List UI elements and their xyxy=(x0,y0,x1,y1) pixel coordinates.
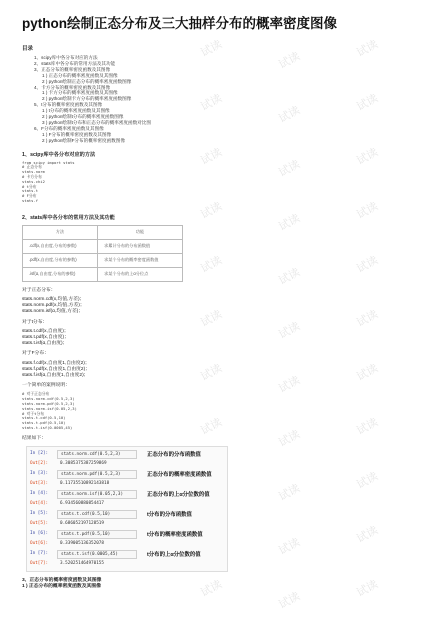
code-box xyxy=(57,530,137,539)
notebook-output-cell xyxy=(27,479,227,489)
output-value: 0.686052197128519 xyxy=(60,520,104,526)
watermark-text: 试读 xyxy=(276,319,302,342)
code-box xyxy=(57,470,137,479)
code-text: stats.t.pdf(0.5,10) xyxy=(61,531,111,537)
output-value: 3.520251464970155 xyxy=(60,560,104,566)
toc-item[interactable]: 5、t分布的概率密度函数及其图像 xyxy=(34,102,103,108)
in-prompt: In [4]: xyxy=(30,490,49,496)
toc-item[interactable]: 6、F分布的概率密度函数及其图像 xyxy=(34,125,104,131)
code-text: stats.norm.pdf(0.5,2,3) xyxy=(61,471,121,477)
toc-item[interactable]: 1 ) F分布的概率密度函数及其图像 xyxy=(42,131,112,137)
watermark-text: 试读 xyxy=(354,415,380,438)
toc-item[interactable]: 3、正态分布的概率密度函数及其图像 xyxy=(34,66,111,72)
notebook-input-cell xyxy=(27,549,227,559)
toc-item[interactable]: 2 ) python绘制正态分布的概率密度函数图像 xyxy=(42,78,132,84)
watermark-text: 试读 xyxy=(354,37,380,60)
table-cell: .pdf(x,自由度,分布的参数) xyxy=(23,253,98,267)
code-box xyxy=(57,490,137,499)
section3-subheading: 1 ) 正态分布的概率密度函数及其图像 xyxy=(22,584,101,590)
toc-item[interactable]: 1 ) 卡方分布的概率密度函数及其图像 xyxy=(42,90,118,96)
watermark-text: 试读 xyxy=(354,361,380,384)
toc-item[interactable]: 1、scipy库中各分布对应的方法 xyxy=(34,55,98,60)
notebook-input-cell xyxy=(27,509,227,519)
toc-item[interactable]: 2 ) python绘制F分布的概率密度函数图像 xyxy=(42,137,125,143)
watermark-text: 试读 xyxy=(276,265,302,288)
section3-heading: 3、正态分布的概率密度函数及其图像 xyxy=(22,577,102,583)
table-row xyxy=(23,253,183,267)
notebook-input-cell xyxy=(27,469,227,479)
table-of-contents xyxy=(22,55,422,144)
section3 xyxy=(22,578,422,590)
watermark-text: 试读 xyxy=(354,469,380,492)
in-prompt: In [2]: xyxy=(30,450,49,456)
notebook-input-cell xyxy=(27,449,227,459)
section2-heading: 2、stats库中各分布的常用方法及其功能 xyxy=(22,214,115,221)
watermark-text: 试读 xyxy=(276,427,302,450)
out-prompt: Out[6]: xyxy=(30,540,49,546)
annotation-label: t分布的分布函数值 xyxy=(147,511,192,518)
toc-item[interactable]: 2、stats库中各分布的常用方法及其功能 xyxy=(34,60,116,66)
notebook-output-cell xyxy=(27,459,227,469)
notebook-output-cell xyxy=(27,539,227,549)
example-label: 一个简单的案例说明： xyxy=(22,383,70,389)
out-prompt: Out[2]: xyxy=(30,460,49,466)
watermark-text: 试读 xyxy=(276,49,302,72)
section1-code: from scipy import stats # 正态分布 stats.norm # 卡方分布 stats.chi2 # t分布 stats.t # F分布 stats.f xyxy=(22,159,75,203)
watermark-text: 试读 xyxy=(276,373,302,396)
t-line: stats.t.isf(α,自由度)； xyxy=(22,341,68,347)
watermark-text: 试读 xyxy=(198,361,224,384)
watermark-text: 试读 xyxy=(354,577,380,600)
in-prompt: In [6]: xyxy=(30,530,49,536)
toc-item[interactable]: 4、卡方分布的概率密度函数及其图像 xyxy=(34,84,111,90)
in-prompt: In [3]: xyxy=(30,470,49,476)
code-box xyxy=(57,510,137,519)
code-text: stats.t.cdf(0.5,10) xyxy=(61,511,111,517)
in-prompt: In [5]: xyxy=(30,510,49,516)
in-prompt: In [7]: xyxy=(30,550,49,556)
code-box xyxy=(57,450,137,459)
notebook-output-cell xyxy=(27,499,227,509)
code-text: stats.t.isf(0.0005,45) xyxy=(61,551,118,557)
table-header-function: 功能 xyxy=(98,225,183,239)
out-prompt: Out[7]: xyxy=(30,560,49,566)
code-text: stats.norm.isf(0.05,2,3) xyxy=(61,491,124,497)
output-value: 0.3085375387259869 xyxy=(60,460,107,466)
toc-heading: 目录 xyxy=(22,46,34,52)
table-cell: 求某个分布的上α分位点 xyxy=(98,267,183,281)
toc-item[interactable]: 2 ) python绘制t分布的概率密度函数图像 xyxy=(42,114,124,120)
t-label: 对于t分布： xyxy=(22,319,48,325)
watermark-text: 试读 xyxy=(354,199,380,222)
toc-item[interactable]: 1 ) 正态分布的概率密度函数及其图像 xyxy=(42,72,118,78)
code-box xyxy=(57,550,137,559)
toc-item[interactable]: 2 ) python绘制卡方分布的概率密度函数图像 xyxy=(42,96,132,102)
watermark-text: 试读 xyxy=(276,481,302,504)
watermark-text: 试读 xyxy=(198,253,224,276)
normal-line: stats.norm.pdf(x,均值,方差)； xyxy=(22,303,85,309)
watermark-text: 试读 xyxy=(198,145,224,168)
f-line: stats.f.pdf(x,自由度1,自由度2)； xyxy=(22,366,90,372)
table-row xyxy=(23,239,183,253)
toc-item[interactable]: 1 ) t分布的概率密度函数及其图像 xyxy=(42,108,110,114)
methods-table xyxy=(22,225,183,282)
watermark-text: 试读 xyxy=(276,535,302,558)
notebook-screenshot xyxy=(26,446,228,572)
normal-label: 对于正态分布： xyxy=(22,287,56,293)
notebook-input-cell xyxy=(27,529,227,539)
normal-line: stats.norm.isf(α,均值,方差)； xyxy=(22,309,84,315)
watermark-text: 试读 xyxy=(198,91,224,114)
watermark-text: 试读 xyxy=(198,307,224,330)
example-code: # 对于正态分布 stats.norm.cdf(0.5,2,3) stats.norm.pdf(0.5,2,3) stats.norm.isf(0.05,2,3) # 对于t分布 stats.t.cdf(0.5,10) stats.t.pdf(0.5,10) stats.t.isf(0.0005,45) xyxy=(22,391,77,430)
annotation-label: 正态分布的上α分位数的值 xyxy=(147,491,210,498)
out-prompt: Out[5]: xyxy=(30,520,49,526)
watermark-text: 试读 xyxy=(354,145,380,168)
watermark-text: 试读 xyxy=(276,157,302,180)
annotation-label: 正态分布的概率密度函数值 xyxy=(147,471,212,478)
table-header-method: 方法 xyxy=(23,225,98,239)
table-cell: 求累计分布的分布函数值 xyxy=(98,239,183,253)
normal-line: stats.norm.cdf(x,均值,方差)； xyxy=(22,296,85,302)
annotation-label: t分布的上α分位数的值 xyxy=(147,551,201,558)
watermark-text: 试读 xyxy=(276,211,302,234)
annotation-label: 正态分布的分布函数值 xyxy=(147,451,201,458)
watermark-text: 试读 xyxy=(198,199,224,222)
watermark-text: 试读 xyxy=(198,577,224,600)
table-cell: .cdf(x,自由度,分布的参数) xyxy=(23,239,98,253)
toc-item[interactable]: 3 ) python绘制t分布和正态分布的概率密度函数对比图 xyxy=(42,119,151,125)
notebook-output-cell xyxy=(27,519,227,529)
f-line: stats.f.cdf(x,自由度1,自由度2)； xyxy=(22,360,90,366)
watermark-text: 试读 xyxy=(198,37,224,60)
watermark-text: 试读 xyxy=(354,523,380,546)
page-title: python绘制正态分布及三大抽样分布的概率密度图像 xyxy=(22,16,337,31)
result-label: 结果如下： xyxy=(22,435,46,441)
code-text: stats.norm.cdf(0.5,2,3) xyxy=(61,451,121,457)
f-label: 对于F分布： xyxy=(22,351,49,357)
watermark-text: 试读 xyxy=(354,91,380,114)
watermark-text: 试读 xyxy=(354,307,380,330)
table-cell: 求某个分布的概率密度函数值 xyxy=(98,253,183,267)
t-line: stats.t.cdf(x,自由度)； xyxy=(22,328,69,334)
output-value: 6.934560880854417 xyxy=(60,500,104,506)
notebook-input-cell xyxy=(27,489,227,499)
out-prompt: Out[3]: xyxy=(30,480,49,486)
output-value: 0.11735510892143818 xyxy=(60,480,110,486)
f-line: stats.f.isf(α,自由度1,自由度2)； xyxy=(22,373,89,378)
table-row xyxy=(23,267,183,281)
section1-heading: 1、scipy库中各分布对应的方法 xyxy=(22,151,96,158)
watermark-text: 试读 xyxy=(276,589,302,612)
output-value: 0.339005136352078 xyxy=(60,540,104,546)
table-cell: .isf(α,自由度,分布的参数) xyxy=(23,267,98,281)
notebook-output-cell xyxy=(27,559,227,569)
watermark-text: 试读 xyxy=(276,103,302,126)
watermark-text: 试读 xyxy=(354,253,380,276)
t-line: stats.t.pdf(x,自由度)； xyxy=(22,334,69,340)
annotation-label: t分布的概率密度函数值 xyxy=(147,531,203,538)
document-page xyxy=(22,10,422,590)
out-prompt: Out[4]: xyxy=(30,500,49,506)
watermark-text: 试读 xyxy=(198,415,224,438)
